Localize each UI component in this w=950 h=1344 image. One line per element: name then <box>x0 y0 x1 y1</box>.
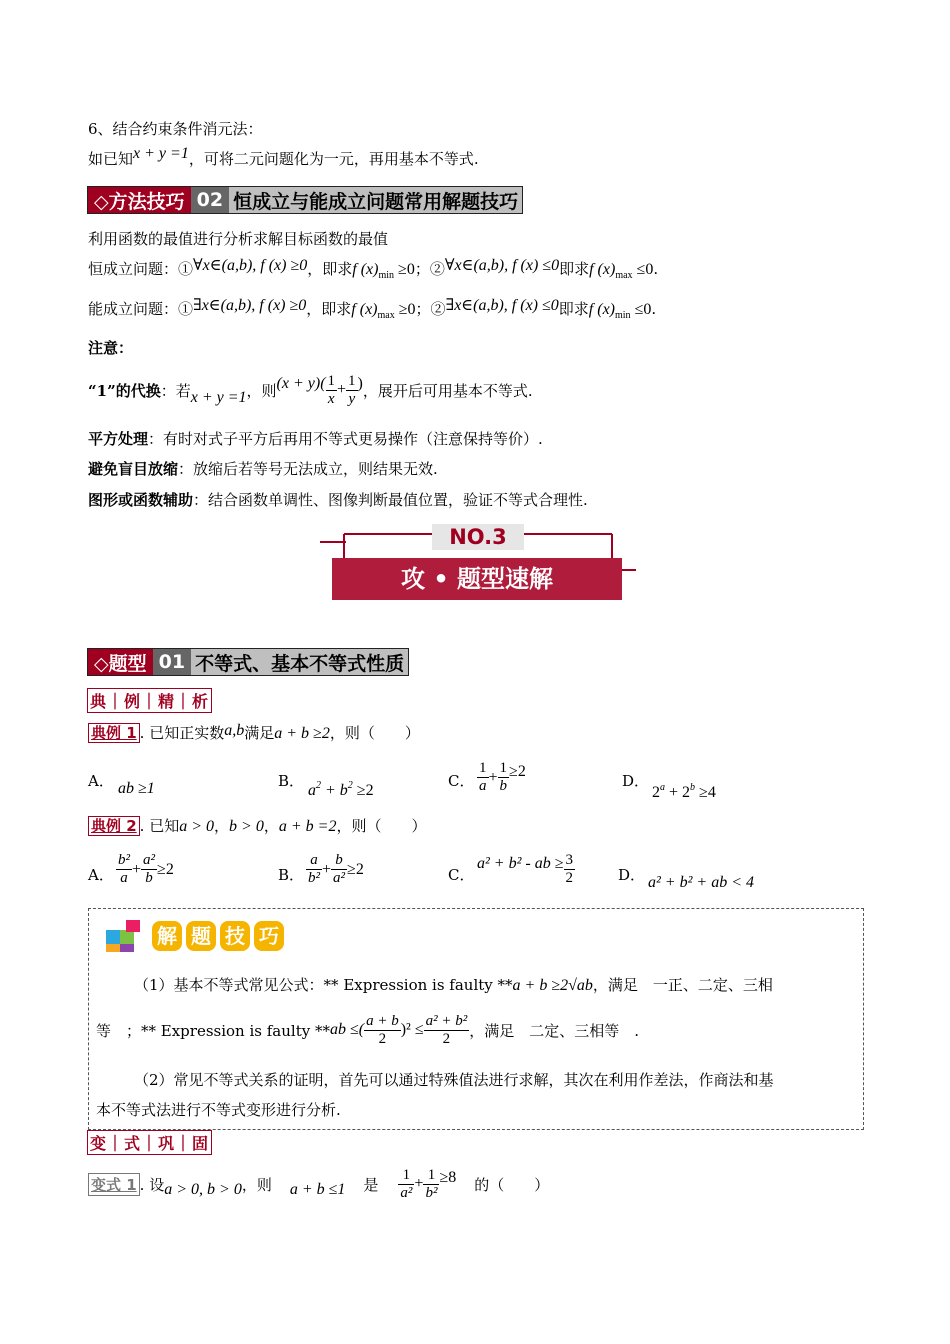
text-line: 利用函数的最值进行分析求解目标函数的最值 <box>88 230 389 248</box>
label: 恒成立问题：① <box>88 260 194 278</box>
math-expr: ≥2 <box>352 782 374 799</box>
math-expr: f (x) <box>588 301 615 318</box>
math-op: + <box>322 860 332 878</box>
frac-den: b² <box>308 870 320 886</box>
sub2-line <box>88 428 543 449</box>
sub-title: 避免盲目放缩 <box>88 460 179 478</box>
math-expr: a > 0, b > 0 <box>164 1181 242 1198</box>
section-prefix: ◇方法技巧 <box>88 187 191 213</box>
math-expr: ≤0 <box>630 301 652 318</box>
frac-den: a² <box>333 870 346 886</box>
fraction <box>141 852 157 887</box>
frac-num: a² <box>143 852 156 868</box>
option-letter: A． <box>88 866 114 884</box>
text-span: 即求 <box>558 300 589 318</box>
math-expr: ∃x∈(a,b), f (x) ≤0 <box>445 297 559 314</box>
subscript: max <box>377 310 395 321</box>
text-span: ，即求 <box>307 260 353 278</box>
math-expr: a + b ≥2 <box>274 725 330 742</box>
sub1-line <box>88 368 533 412</box>
option-d[interactable] <box>618 864 645 885</box>
math-expr: a + b =2 <box>278 818 337 835</box>
option-letter: D． <box>618 866 646 884</box>
math-expr: a + b ≥2√ab <box>512 977 593 994</box>
text-span: ：有时对式子平方后再用不等式更易操作（注意保持等价）. <box>148 430 543 448</box>
math-expr: ≥2 <box>157 860 174 878</box>
frac-num: b² <box>118 852 130 868</box>
nengcheng-line <box>88 298 656 321</box>
frac-num: 1 <box>348 372 356 389</box>
text-span: . 设 <box>139 1175 165 1194</box>
frac-den: 2 <box>378 1030 387 1047</box>
text-span: 满足 <box>244 724 275 742</box>
option-b[interactable] <box>278 864 304 885</box>
math-expr: )² ≤ <box>400 1021 424 1038</box>
math-expr: a + b ≤1 <box>289 1181 346 1198</box>
frac-num: 1 <box>398 1167 414 1185</box>
option-a-expr <box>116 852 174 887</box>
frac-den: b² <box>425 1184 438 1201</box>
math-expr: a > 0 <box>179 818 215 835</box>
frac-den: b <box>499 778 508 794</box>
text-span: ， <box>263 817 279 835</box>
fraction <box>398 1167 414 1202</box>
option-letter: C． <box>448 866 475 884</box>
fraction <box>326 373 338 408</box>
tip-line-2 <box>96 1008 639 1052</box>
section-header <box>87 186 523 214</box>
text-span: ：结合函数单调性、图像判断最值位置，验证不等式合理性. <box>193 491 588 509</box>
typical-examples-label: 典｜例｜精｜析 <box>87 688 212 713</box>
frac-num: 1 <box>327 372 336 389</box>
math-expr: a,b <box>224 722 245 739</box>
math-expr: (x + y)( <box>276 375 326 392</box>
badge-char: 巧 <box>254 921 284 951</box>
math-expr: ∀x∈(a,b), f (x) ≤0 <box>444 257 560 274</box>
frac-den: x <box>327 390 335 407</box>
note-title: 注意： <box>88 339 134 357</box>
fraction <box>477 760 489 795</box>
section-title: 不等式、基本不等式性质 <box>191 649 408 675</box>
math-expr: b > 0 <box>229 818 264 835</box>
frac-den: 2 <box>565 870 573 886</box>
sub-title: 图形或函数辅助 <box>88 491 194 509</box>
frac-num: 1 <box>499 760 508 776</box>
text-span: ，满足 一正、二定、三相 <box>592 976 773 994</box>
frac-num: 1 <box>479 760 487 776</box>
text-span: ；② <box>415 300 446 318</box>
math-expr: 2 <box>652 784 660 801</box>
text-span: ，即求 <box>306 300 352 318</box>
option-c[interactable] <box>448 864 474 885</box>
option-a[interactable] <box>88 864 114 885</box>
sub3-line <box>88 458 438 479</box>
text-span: . <box>653 260 659 278</box>
option-d-expr <box>652 782 716 802</box>
text-span: ，则（ ） <box>336 817 427 835</box>
text-span: ，则 <box>241 1175 272 1194</box>
option-d[interactable] <box>622 770 649 791</box>
tip-line-3: （2）常见不等式关系的证明，首先可以通过特殊值法进行求解，其次在利用作差法，作商法和基 <box>134 1071 774 1089</box>
math-op: + <box>488 768 498 786</box>
math-expr: ≥4 <box>695 784 716 801</box>
sub4-line <box>88 489 588 510</box>
frac-num: b <box>331 852 347 870</box>
math-expr: ≥2 <box>347 860 364 878</box>
text-span: ， <box>214 817 230 835</box>
superscript: a <box>660 782 665 793</box>
variant-1-stem <box>88 1162 549 1206</box>
math-expr: ab ≤( <box>329 1021 365 1038</box>
text-span: . <box>651 300 657 318</box>
tips-badge <box>104 918 290 954</box>
text-span: ，可将二元问题化为一元，再用基本不等式. <box>188 150 479 168</box>
section-banner <box>320 520 640 604</box>
math-expr: f (x) <box>352 261 379 278</box>
math-op: ) <box>357 375 363 392</box>
option-letter: B． <box>278 772 305 790</box>
variant-label-tag: 变式 1 <box>88 1173 140 1196</box>
math-op: + <box>337 381 347 398</box>
math-op: + <box>132 860 142 878</box>
section-number: 01 <box>153 649 191 675</box>
text-line: 6、结合约束条件消元法： <box>88 120 263 138</box>
frac-den: a <box>479 778 487 794</box>
text-span: ，则 <box>246 381 277 400</box>
text-span: . 已知 <box>139 817 180 835</box>
hengcheng-line <box>88 258 658 281</box>
text-span: ：若 <box>160 381 191 400</box>
section-number: 02 <box>191 187 229 213</box>
option-d-expr: a² + b² + ab < 4 <box>648 874 754 891</box>
text-span: （1）基本不等式常见公式：** Expression is faulty ** <box>134 976 513 994</box>
fraction <box>423 1167 439 1202</box>
subscript: min <box>615 310 631 321</box>
sub-title: “1”的代换 <box>88 381 161 400</box>
math-expr: f (x) <box>351 301 378 318</box>
math-expr: x + y =1 <box>133 145 189 162</box>
fraction <box>116 852 132 887</box>
frac-den: 2 <box>442 1030 451 1047</box>
option-letter: A． <box>88 772 114 790</box>
frac-num: a² + b² <box>425 1012 468 1029</box>
text-line <box>88 145 479 169</box>
example-label: 典例 1 <box>88 723 140 743</box>
math-op: + <box>414 1175 424 1192</box>
text-span: ；② <box>414 260 445 278</box>
example-1-stem <box>88 722 420 743</box>
math-expr: a <box>308 782 316 799</box>
section-prefix: ◇题型 <box>88 649 153 675</box>
option-a[interactable] <box>88 770 114 791</box>
frac-num: 3 <box>565 852 573 868</box>
text-span: . 已知正实数 <box>139 724 225 742</box>
subscript: max <box>615 270 633 281</box>
frac-den: y <box>348 390 356 407</box>
math-expr: ∀x∈(a,b), f (x) ≥0 <box>193 257 308 274</box>
math-expr: + 2 <box>665 784 691 801</box>
option-letter: B． <box>278 866 305 884</box>
text-span: 如已知 <box>88 150 134 168</box>
frac-den: a² <box>400 1184 413 1201</box>
option-c[interactable] <box>448 770 474 791</box>
math-expr: ≤0 <box>632 261 654 278</box>
text-span: ，展开后可用基本不等式. <box>362 381 533 400</box>
fraction <box>306 852 322 887</box>
option-a-expr: ab ≥1 <box>118 780 155 797</box>
badge-char: 技 <box>220 921 250 951</box>
text-span: ，满足 二定、三相等 . <box>469 1021 640 1040</box>
fraction <box>364 1013 401 1048</box>
option-b[interactable] <box>278 770 304 791</box>
math-expr: ≥2 <box>509 762 526 780</box>
fraction <box>331 852 347 887</box>
frac-den: a <box>120 870 128 886</box>
text-span: ，则（ ） <box>329 724 420 742</box>
math-expr: a² + b² - ab ≥ <box>477 854 564 872</box>
option-b-expr: $a^2 + b^2 \ge 2$ <box>308 780 374 799</box>
option-b-expr <box>306 852 364 887</box>
fraction <box>346 373 358 408</box>
frac-num: a <box>306 852 322 870</box>
text-span: 的（ ） <box>474 1175 550 1194</box>
frac-num: a + b <box>366 1012 399 1029</box>
subscript: min <box>378 270 395 281</box>
fraction <box>564 852 576 887</box>
banner-number: NO.3 <box>449 525 507 549</box>
math-expr: ≥0 <box>394 261 415 278</box>
variant-label: 变｜式｜巩｜固 <box>87 1130 212 1155</box>
tip-line-4: 本不等式法进行不等式变形进行分析. <box>96 1101 341 1119</box>
fraction <box>498 760 510 795</box>
example-2-stem <box>88 815 426 836</box>
math-expr: ∃x∈(a,b), f (x) ≥0 <box>193 297 307 314</box>
option-letter: C． <box>448 772 475 790</box>
example-label: 典例 2 <box>88 816 140 836</box>
frac-den: b <box>145 870 153 886</box>
option-c-expr <box>477 852 575 887</box>
option-c-expr <box>477 760 526 795</box>
text-span: 等 ；** Expression is faulty ** <box>96 1021 330 1040</box>
math-expr: f (x) <box>589 261 616 278</box>
label: 能成立问题：① <box>88 300 194 318</box>
math-expr: x + y =1 <box>190 389 247 406</box>
puzzle-icon <box>104 918 150 954</box>
math-expr: + b <box>321 782 348 799</box>
math-expr: ≥0 <box>394 301 416 318</box>
text-span: 即求 <box>559 260 590 278</box>
frac-num: 1 <box>423 1167 439 1185</box>
section-title: 恒成立与能成立问题常用解题技巧 <box>229 187 522 213</box>
tip-line-1 <box>134 974 773 995</box>
sub-title: 平方处理 <box>88 430 149 448</box>
banner-title: 攻 • 题型速解 <box>400 565 554 593</box>
math-expr: ≥8 <box>439 1169 457 1186</box>
badge-char: 题 <box>186 921 216 951</box>
option-letter: D． <box>622 772 650 790</box>
badge-char: 解 <box>152 921 182 951</box>
fraction <box>424 1013 470 1048</box>
section-header <box>87 648 409 676</box>
text-span: ：放缩后若等号无法成立，则结果无效. <box>178 460 438 478</box>
text-span: 是 <box>363 1175 379 1194</box>
superscript: b <box>690 782 696 793</box>
